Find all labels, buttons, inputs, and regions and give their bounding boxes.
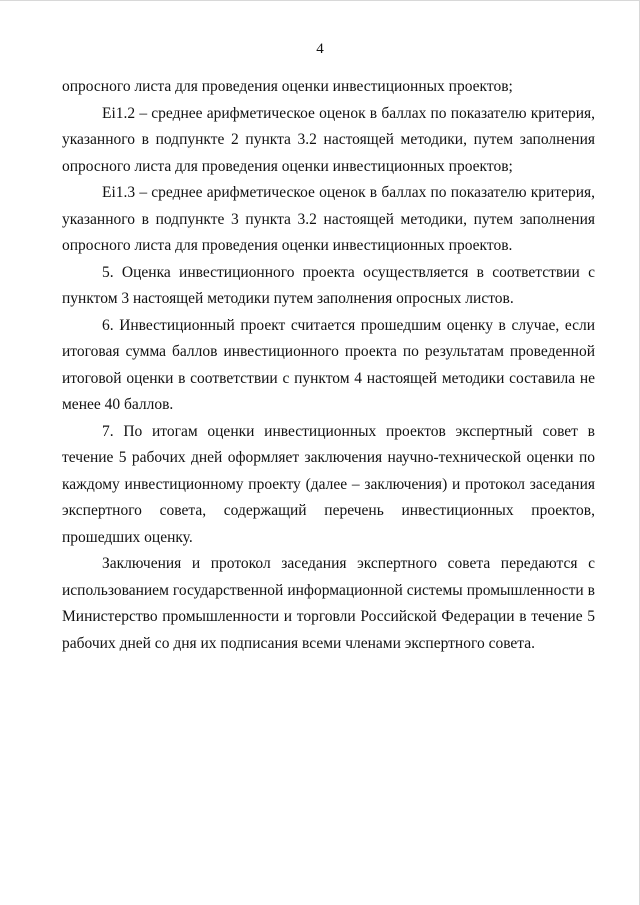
- document-body: [62, 74, 595, 657]
- paragraph-questionnaire-end: опросного листа для проведения оценки инвестиционных проектов;: [62, 78, 513, 95]
- paragraph-ei1-3: Ei1.3 – среднее арифметическое оценок в баллах по показателю критерия, указанного в подпункте 3 пункта 3.2 настоящей методики, путем заполнения опросного листа для проведения оценки инвестиционных проектов.: [62, 184, 595, 254]
- paragraph-item-5: 5. Оценка инвестиционного проекта осуществляется в соответствии с пунктом 3 настоящей методики путем заполнения опросных листов.: [62, 263, 595, 307]
- paragraph-item-6: 6. Инвестиционный проект считается прошедшим оценку в случае, если итоговая сумма баллов инвестиционного проекта по результатам проведенной итоговой оценки в соответствии с пунктом 4 настоящей методики составила не менее 40 баллов.: [62, 316, 595, 413]
- page-number: 4: [316, 41, 324, 57]
- paragraph-item-7: 7. По итогам оценки инвестиционных проектов экспертный совет в течение 5 рабочих дней оформляет заключения научно-технической оценки по каждому инвестиционному проекту (далее – заключения) и протокол заседания экспертного совета, содержащий перечень инвестиционных проектов, прошедших оценку.: [62, 422, 595, 546]
- paragraph-transmission: Заключения и протокол заседания экспертного совета передаются с использованием государственной информационной системы промышленности в Министерство промышленности и торговли Российской Федерации в течение 5 рабочих дней со дня их подписания всеми членами экспертного совета.: [62, 555, 595, 652]
- paragraph-ei1-2: Ei1.2 – среднее арифметическое оценок в баллах по показателю критерия, указанного в подпункте 2 пункта 3.2 настоящей методики, путем заполнения опросного листа для проведения оценки инвестиционных проектов;: [62, 104, 595, 175]
